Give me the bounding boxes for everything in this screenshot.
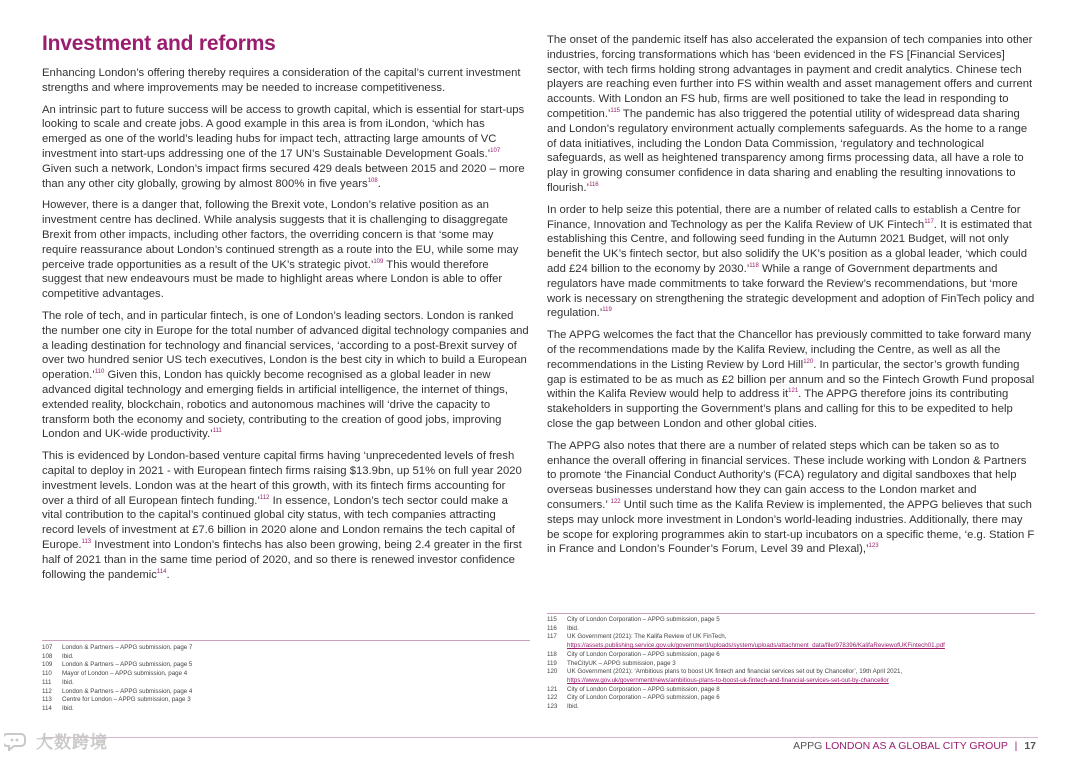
watermark-text: 大数跨境 bbox=[36, 733, 108, 752]
paragraph bbox=[547, 439, 1035, 557]
footnote bbox=[42, 696, 530, 705]
footnote-number: 110 bbox=[42, 670, 52, 678]
paragraph-text: The APPG welcomes the fact that the Chancellor has previously committed to take forward many of the recommendations made by the Kalifa Review, including the Centre, as well as all the recommendations in the Listing Review by Lord Hill bbox=[547, 329, 1032, 371]
footnote-text: Mayor of London – APPG submission, page 4 bbox=[62, 670, 188, 678]
footnote-text: London & Partners – APPG submission, page 7 bbox=[62, 644, 193, 651]
footnote-text-wrap bbox=[62, 705, 530, 714]
footnote bbox=[547, 651, 1035, 660]
footnote-number: 108 bbox=[42, 652, 53, 660]
paragraph-text: The APPG also notes that there are a number of related steps which can be taken so as to enhance the overall offering in financial services. These include working with London & Partners to promote ‘the Financial Conduct Authority’s (FCA) regulatory and digital sandboxes that help overseas businesses understand how they can gain access to the London market and consumers.’ bbox=[547, 439, 1027, 511]
footnote-text-wrap bbox=[62, 661, 530, 670]
footnote-ref[interactable]: 107 bbox=[490, 148, 501, 155]
footnote-text: Ibid. bbox=[62, 678, 74, 686]
paragraph-text: Given such a network, London’s impact firms secured 429 deals between 2015 and 2020 – more than any other city globally, growing by almost 800% in five years bbox=[42, 162, 525, 190]
footnotes-right bbox=[547, 616, 1035, 712]
paragraph-text: However, there is a danger that, following the Brexit vote, London’s relative position as an investment centre has declined. While analysis suggests that it is challenging to disaggregate Brexit from other impacts, including other factors, the overriding concern is that ‘some may require reassurance about London’s continued strength as a route into the EU, while some may perceive trade opportunities as a result of the UK’s strategic pivot.’ bbox=[42, 199, 519, 271]
paragraph bbox=[42, 66, 530, 96]
footnote-ref[interactable]: 120 bbox=[803, 358, 814, 365]
footnote-ref[interactable]: 108 bbox=[367, 177, 378, 184]
footer-separator: | bbox=[1014, 740, 1018, 752]
footer-divider bbox=[42, 737, 1038, 738]
footnote-text: Ibid. bbox=[567, 624, 579, 632]
watermark bbox=[4, 728, 108, 753]
footnote-number: 122 bbox=[547, 694, 558, 702]
paragraph bbox=[547, 203, 1035, 321]
footnote-number: 107 bbox=[42, 644, 53, 651]
paragraph-text: . bbox=[166, 568, 170, 581]
footnote-text: UK Government (2021): The Kalifa Review of UK FinTech, bbox=[567, 633, 727, 641]
footnote-text-wrap bbox=[62, 644, 530, 653]
footnote-number: 121 bbox=[547, 685, 558, 693]
paragraph bbox=[547, 328, 1035, 432]
footnote-number: 115 bbox=[547, 616, 557, 623]
paragraph bbox=[42, 198, 530, 302]
footnote-ref[interactable]: 123 bbox=[868, 543, 879, 550]
paragraph bbox=[547, 33, 1035, 196]
footnote-text: Ibid. bbox=[62, 652, 74, 660]
chat-bubble-logo-icon bbox=[4, 731, 30, 751]
footnote-text: London & Partners – APPG submission, page 4 bbox=[62, 687, 193, 695]
footnote-number: 112 bbox=[42, 687, 52, 695]
right-paragraphs bbox=[547, 33, 1035, 557]
footnote-ref[interactable]: 111 bbox=[212, 428, 222, 435]
footnote bbox=[547, 686, 1035, 695]
paragraph-text: The onset of the pandemic itself has also accelerated the expansion of tech companies into other industries, forcing transformations which has ‘been evidenced in the FS [Financial Services] sector, with tech firms holding strong advantages in payment and credit analytics. Chinese tech players are reaching even further into FS within wealth and asset management offers and current accounts. With London an FS hub, firms are well positioned to take the lead in responding to competition.’ bbox=[547, 34, 1033, 120]
footnote bbox=[42, 688, 530, 697]
paragraph bbox=[42, 103, 530, 192]
footnote-text: London & Partners – APPG submission, page 5 bbox=[62, 661, 193, 669]
paragraph-text: While a range of Government departments and regulators have made commitments to take forward the Review’s recommendations, but ‘more work is necessary on strengthening the strategic development and adoption of FinTech policy and regulation.’ bbox=[547, 262, 1035, 320]
footnote-text: Ibid. bbox=[62, 704, 74, 712]
footnote-number: 118 bbox=[547, 650, 557, 658]
footnote-ref[interactable]: 121 bbox=[788, 388, 799, 395]
footnote-text-wrap bbox=[567, 703, 1035, 712]
footnote-number: 114 bbox=[42, 704, 52, 712]
paragraph-text: Enhancing London’s offering thereby requires a consideration of the capital’s current investment strengths and where improvements may be needed to increase competitiveness. bbox=[42, 67, 521, 94]
footnote bbox=[547, 668, 1035, 685]
footnote-number: 109 bbox=[42, 661, 53, 669]
footnote-text: Centre for London – APPG submission, page 3 bbox=[62, 696, 191, 704]
left-column bbox=[42, 31, 530, 589]
paragraph-text: . It is estimated that establishing this Centre, and following seed funding in the Autumn 2021 Budget, will not only benefit the UK’s fintech sector, but also solidify the UK’s position as a global leader, ‘which could add £24 billion to the economy by 2030.’ bbox=[547, 218, 1032, 275]
footnote-number: 117 bbox=[547, 633, 557, 641]
paragraph-text: This is evidenced by London-based venture capital firms having ‘unprecedented levels of fresh capital to deploy in 2021 - with European fintech firms raising $13.9bn, up 51% on full year 2020 investment levels. London was at the heart of this growth, with its fintech firms accounting for over a third of all European fintech funding.’ bbox=[42, 450, 522, 507]
footnote-text: Ibid. bbox=[567, 703, 579, 711]
footnote-text-wrap bbox=[567, 694, 1035, 703]
footnote-text-wrap bbox=[62, 653, 530, 662]
footnote-ref[interactable]: 116 bbox=[589, 182, 599, 189]
page-footer bbox=[793, 740, 1036, 752]
footnote-number: 120 bbox=[547, 668, 558, 676]
footnote-number: 113 bbox=[42, 696, 52, 704]
left-paragraphs bbox=[42, 66, 530, 582]
footnote-ref[interactable]: 114 bbox=[156, 568, 167, 575]
footnote-text-wrap bbox=[567, 616, 1035, 625]
footnote bbox=[547, 660, 1035, 669]
footnote bbox=[42, 679, 530, 688]
footnote-ref[interactable]: 122 bbox=[610, 499, 621, 506]
paragraph-text: Investment into London’s fintechs has also been growing, being 2.4 greater in the first half of 2021 than in the same time period of 2020, and so there is renewed investor confidence following the pandemic bbox=[42, 538, 522, 581]
footnote-ref[interactable]: 109 bbox=[373, 258, 384, 265]
footnote-text: UK Government (2021): ‘Ambitious plans to boost UK fintech and financial services set out by Chancellor’, 19th April 2021, bbox=[567, 668, 903, 676]
paragraph-text: . The APPG therefore joins its contributing stakeholders in supporting the Government’s plans and calling for this to be expedited to help close the gap between London and other global cities. bbox=[547, 388, 1013, 430]
footnote-divider-right bbox=[547, 613, 1035, 614]
paragraph-text: The pandemic has also triggered the potential utility of widespread data sharing and London’s regulatory environment actually complements safeguards. As the home to a range of data initiatives, including the London Data Commission, ‘regulatory and technological safeguards, as well as heightened transparency among firms processing data, all have a role to play in growing consumer confidence in data sharing and enabling the resulting innovations to flourish.’ bbox=[547, 107, 1028, 194]
footnote-ref[interactable]: 119 bbox=[602, 307, 612, 314]
footnote bbox=[42, 705, 530, 714]
paragraph-text: Given this, London has quickly become recognised as a global leader in new advanced digital technology and emerging fields in artificial intelligence, the internet of things, extended reality, blockchain, robotics and autonomous machines will ‘drive the capacity to transform both the economy and society, contributing to the creation of good jobs, improving London and UK-wide productivity.’ bbox=[42, 369, 508, 441]
paragraph-text: . In particular, the sector’s growth funding gap is estimated to be as much as £2 billion per annum and so the Fintech Growth Fund proposal within the Kalifa Review would help to address it bbox=[547, 358, 1035, 401]
footnote-text-wrap bbox=[567, 625, 1035, 634]
footnote-ref[interactable]: 118 bbox=[749, 263, 759, 270]
footnote bbox=[42, 653, 530, 662]
footnote bbox=[42, 661, 530, 670]
footnote-text-wrap bbox=[62, 679, 530, 688]
footnote-divider-left bbox=[42, 640, 530, 641]
right-column bbox=[547, 33, 1035, 564]
footnote-text: City of London Corporation – APPG submission, page 6 bbox=[567, 650, 720, 658]
footnote-text-wrap bbox=[62, 670, 530, 679]
footnote-text-wrap bbox=[62, 688, 530, 697]
footer-title: LONDON AS A GLOBAL CITY GROUP bbox=[825, 740, 1008, 752]
footnote-text: City of London Corporation – APPG submission, page 5 bbox=[567, 616, 720, 623]
footnote bbox=[547, 703, 1035, 712]
footnote-text-wrap bbox=[567, 651, 1035, 660]
footnote-text: TheCityUK – APPG submission, page 3 bbox=[567, 659, 676, 667]
footnote bbox=[547, 633, 1035, 650]
paragraph bbox=[42, 449, 530, 582]
paragraph-text: Until such time as the Kalifa Review is implemented, the APPG believes that such steps may unlock more investment in London’s world-leading industries. Additionally, there may be scope for exploring programmes akin to start-up incubators on a specific theme, ‘e.g. Station F in France and London’s Founder’s Forum, Level 39 and Plexal),’ bbox=[547, 498, 1035, 556]
paragraph-text: In essence, London’s tech sector could make a vital contribution to the capital’s continued global city status, with tech companies attracting record levels of investment at £7.6 billion in 2020 alone and London remains the tech capital of Europe. bbox=[42, 494, 515, 551]
paragraph-text: . bbox=[377, 177, 381, 190]
footnote bbox=[42, 644, 530, 653]
footnote-number: 119 bbox=[547, 659, 557, 667]
paragraph-text: This would therefore suggest that new endeavours must be made to highlight areas where London is able to offer competitive advantages. bbox=[42, 258, 503, 301]
footnote-text: City of London Corporation – APPG submission, page 8 bbox=[567, 685, 720, 693]
footnote-text-wrap bbox=[567, 633, 1035, 650]
footnote-ref[interactable]: 115 bbox=[610, 108, 620, 115]
section-heading: Investment and reforms bbox=[42, 32, 276, 55]
footnote-ref[interactable]: 113 bbox=[81, 539, 92, 546]
paragraph bbox=[42, 309, 530, 442]
footnote bbox=[547, 625, 1035, 634]
footnote bbox=[42, 670, 530, 679]
footnote bbox=[547, 616, 1035, 625]
footnote-link[interactable]: https://assets.publishing.service.gov.uk/government/uploads/system/uploads/attachment_data/file/978396/KalifaReviewofUKFintech01.pdf bbox=[567, 642, 945, 650]
footnote-text-wrap bbox=[62, 696, 530, 705]
footnote-ref[interactable]: 112 bbox=[259, 494, 270, 501]
footnote-number: 116 bbox=[547, 624, 557, 632]
footnote bbox=[547, 694, 1035, 703]
footnote-text: City of London Corporation – APPG submission, page 6 bbox=[567, 694, 720, 702]
footnote-number: 111 bbox=[42, 678, 52, 686]
footnote-link[interactable]: https://www.gov.uk/government/news/ambitious-plans-to-boost-uk-fintech-and-financial-services-set-out-by-chancellor bbox=[567, 676, 889, 684]
footer-appg: APPG bbox=[793, 740, 823, 752]
paragraph-text: An intrinsic part to future success will be access to growth capital, which is essential for start-ups looking to scale and create jobs. A good example in this area is from iLondon, ‘which has emerged as one of the world’s leading hubs for impact tech, attracting large amounts of VC investment into start-ups addressing one of the 17 UN’s Sustainable Development Goals.’ bbox=[42, 103, 525, 160]
footnotes-left bbox=[42, 644, 530, 714]
paragraph-text: In order to help seize this potential, there are a number of related calls to establish a Centre for Finance, Innovation and Technology as per the Kalifa Review of UK Fintech bbox=[547, 203, 1021, 231]
paragraph-text: The role of tech, and in particular fintech, is one of London’s leading sectors. London is ranked the number one city in Europe for the total number of advanced digital technology companies and a leading destination for technology and financial services, ‘according to a post-Brexit survey of over two hundred senior US tech executives, London is the best city in which to build a European operation.’ bbox=[42, 309, 529, 382]
footnote-number: 123 bbox=[547, 703, 558, 711]
footnote-ref[interactable]: 117 bbox=[924, 218, 934, 225]
footnote-text-wrap bbox=[567, 660, 1035, 669]
footnote-ref[interactable]: 110 bbox=[94, 369, 105, 376]
page-number: 17 bbox=[1024, 740, 1036, 752]
footnote-text-wrap bbox=[567, 668, 1035, 685]
footnote-text-wrap bbox=[567, 686, 1035, 695]
